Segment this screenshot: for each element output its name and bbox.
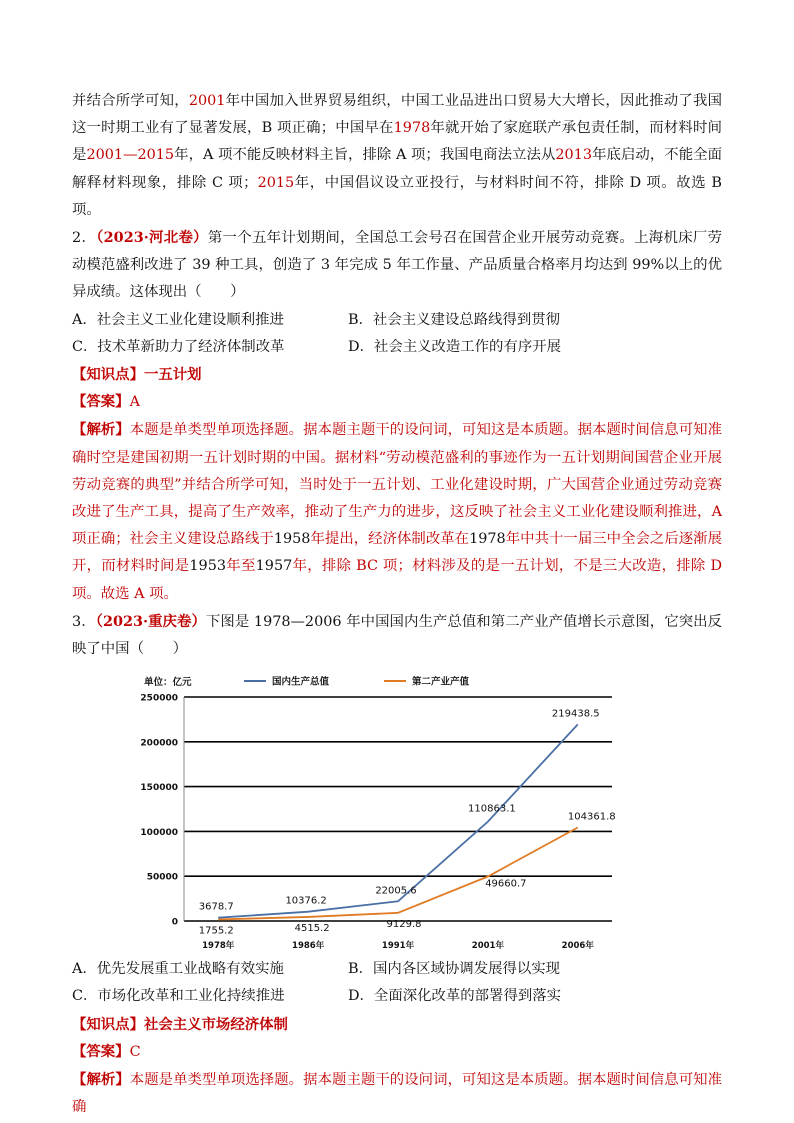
page-content (72, 88, 722, 1121)
q3-stem: 3．（2023·重庆卷）下图是 1978—2006 年中国国内生产总值和第二产业产值增长示意图，它突出反映了中国（ ） (72, 612, 722, 658)
data-label: 22005.6 (375, 885, 417, 897)
data-label: 10376.2 (285, 895, 327, 907)
series-line (218, 828, 578, 920)
q2-options (72, 307, 722, 361)
legend-label: 第二产业产值 (412, 676, 470, 688)
y-tick-label: 0 (171, 917, 178, 928)
q3-option-d: D．全面深化改革的部署得到落实 (348, 988, 562, 1005)
y-tick-label: 50000 (146, 872, 178, 883)
data-label: 219438.5 (551, 708, 600, 720)
q3-option-a: A．优先发展重工业战略有效实施 (72, 961, 284, 978)
y-tick-label: 250000 (140, 693, 178, 704)
data-label: 4515.2 (294, 923, 330, 935)
q3-option-c: C．市场化改革和工业化持续推进 (72, 988, 285, 1005)
q3-option-b: B．国内各区域协调发展得以实现 (348, 961, 561, 978)
q2-option-c: C．技术革新助力了经济体制改革 (72, 338, 285, 355)
data-label: 9129.8 (386, 919, 422, 931)
q2-option-a: A．社会主义工业化建设顺利推进 (72, 311, 284, 328)
unit-label: 单位：亿元 (144, 677, 192, 689)
y-tick-label: 150000 (140, 783, 178, 794)
q2-knowledge-point: 【知识点】一五计划 (72, 366, 202, 384)
q2-stem: 2．（2023·河北卷）第一个五年计划期间，全国总工会号召在国营企业开展劳动竞赛。上海机床厂劳动模范盛利改进了 39 种工具，创造了 3 年完成 5 年工作量、产品质量合格率月均达到 99%以上的优异成绩。这体现出（ ） (72, 229, 722, 301)
gdp-chart-svg (136, 671, 636, 956)
data-label: 3678.7 (198, 901, 234, 913)
q3-options (72, 956, 722, 1010)
data-label: 1755.2 (198, 925, 234, 937)
q2-option-b: B．社会主义建设总路线得到贯彻 (348, 311, 561, 328)
legend-label: 国内生产总值 (272, 676, 330, 688)
x-tick-label: 1978年 (202, 941, 235, 952)
y-tick-label: 100000 (140, 828, 178, 839)
q2-option-d: D．社会主义改造工作的有序开展 (348, 338, 562, 355)
data-label: 110863.1 (468, 803, 516, 815)
q2-answer: 【答案】A (72, 393, 140, 411)
q2-explanation: 【解析】本题是单类型单项选择题。据本题主题干的设问词，可知这是本质题。据本题时间信息可知准确时空是建国初期一五计划时期的中国。据材料“劳动模范盛利的事迹作为一五计划期间国营企业开展劳动竞赛的典型”并结合所学可知，当时处于一五计划、工业化建设时期，广大国营企业通过劳动竞赛改进了生产工具，提高了生产效率，推动了生产力的进步，这反映了社会主义工业化建设顺利推进，A 项正确；社会主义建设总路线于1958年提出，经济体制改革在1978年中共十一届三中全会之后逐渐展开，而材料时间是1953年至1957年，排除 BC 项；材料涉及的是一五计划，不是三大改造，排除 D 项。故选 A 项。 (72, 421, 722, 602)
data-label: 104361.8 (567, 811, 616, 823)
x-tick-label: 2001年 (471, 941, 504, 952)
q1-explanation-continued: 并结合所学可知，2001年中国加入世界贸易组织，中国工业品进出口贸易大大增长，因此推动了我国这一时期工业有了显著发展，B 项正确；中国早在1978年就开始了家庭联产承包责任制，而材料时间是2001—2015年，A 项不能反映材料主旨，排除 A 项；我国电商法立法从2013年底启动，不能全面解释材料现象，排除 C 项；2015年，中国倡议设立亚投行，与材料时间不符，排除 D 项。故选 B 项。 (72, 93, 722, 218)
x-tick-label: 1991年 (381, 941, 415, 952)
q3-knowledge-point: 【知识点】社会主义市场经济体制 (72, 1015, 288, 1033)
gdp-chart (136, 671, 636, 956)
x-tick-label: 2006年 (561, 941, 594, 952)
x-tick-label: 1986年 (292, 941, 325, 952)
y-tick-label: 200000 (140, 738, 178, 749)
q3-explanation: 【解析】本题是单类型单项选择题。据本题主题干的设问词，可知这是本质题。据本题时间信息可知准确 (72, 1071, 722, 1116)
data-label: 49660.7 (485, 878, 527, 890)
q3-answer: 【答案】C (72, 1042, 141, 1060)
